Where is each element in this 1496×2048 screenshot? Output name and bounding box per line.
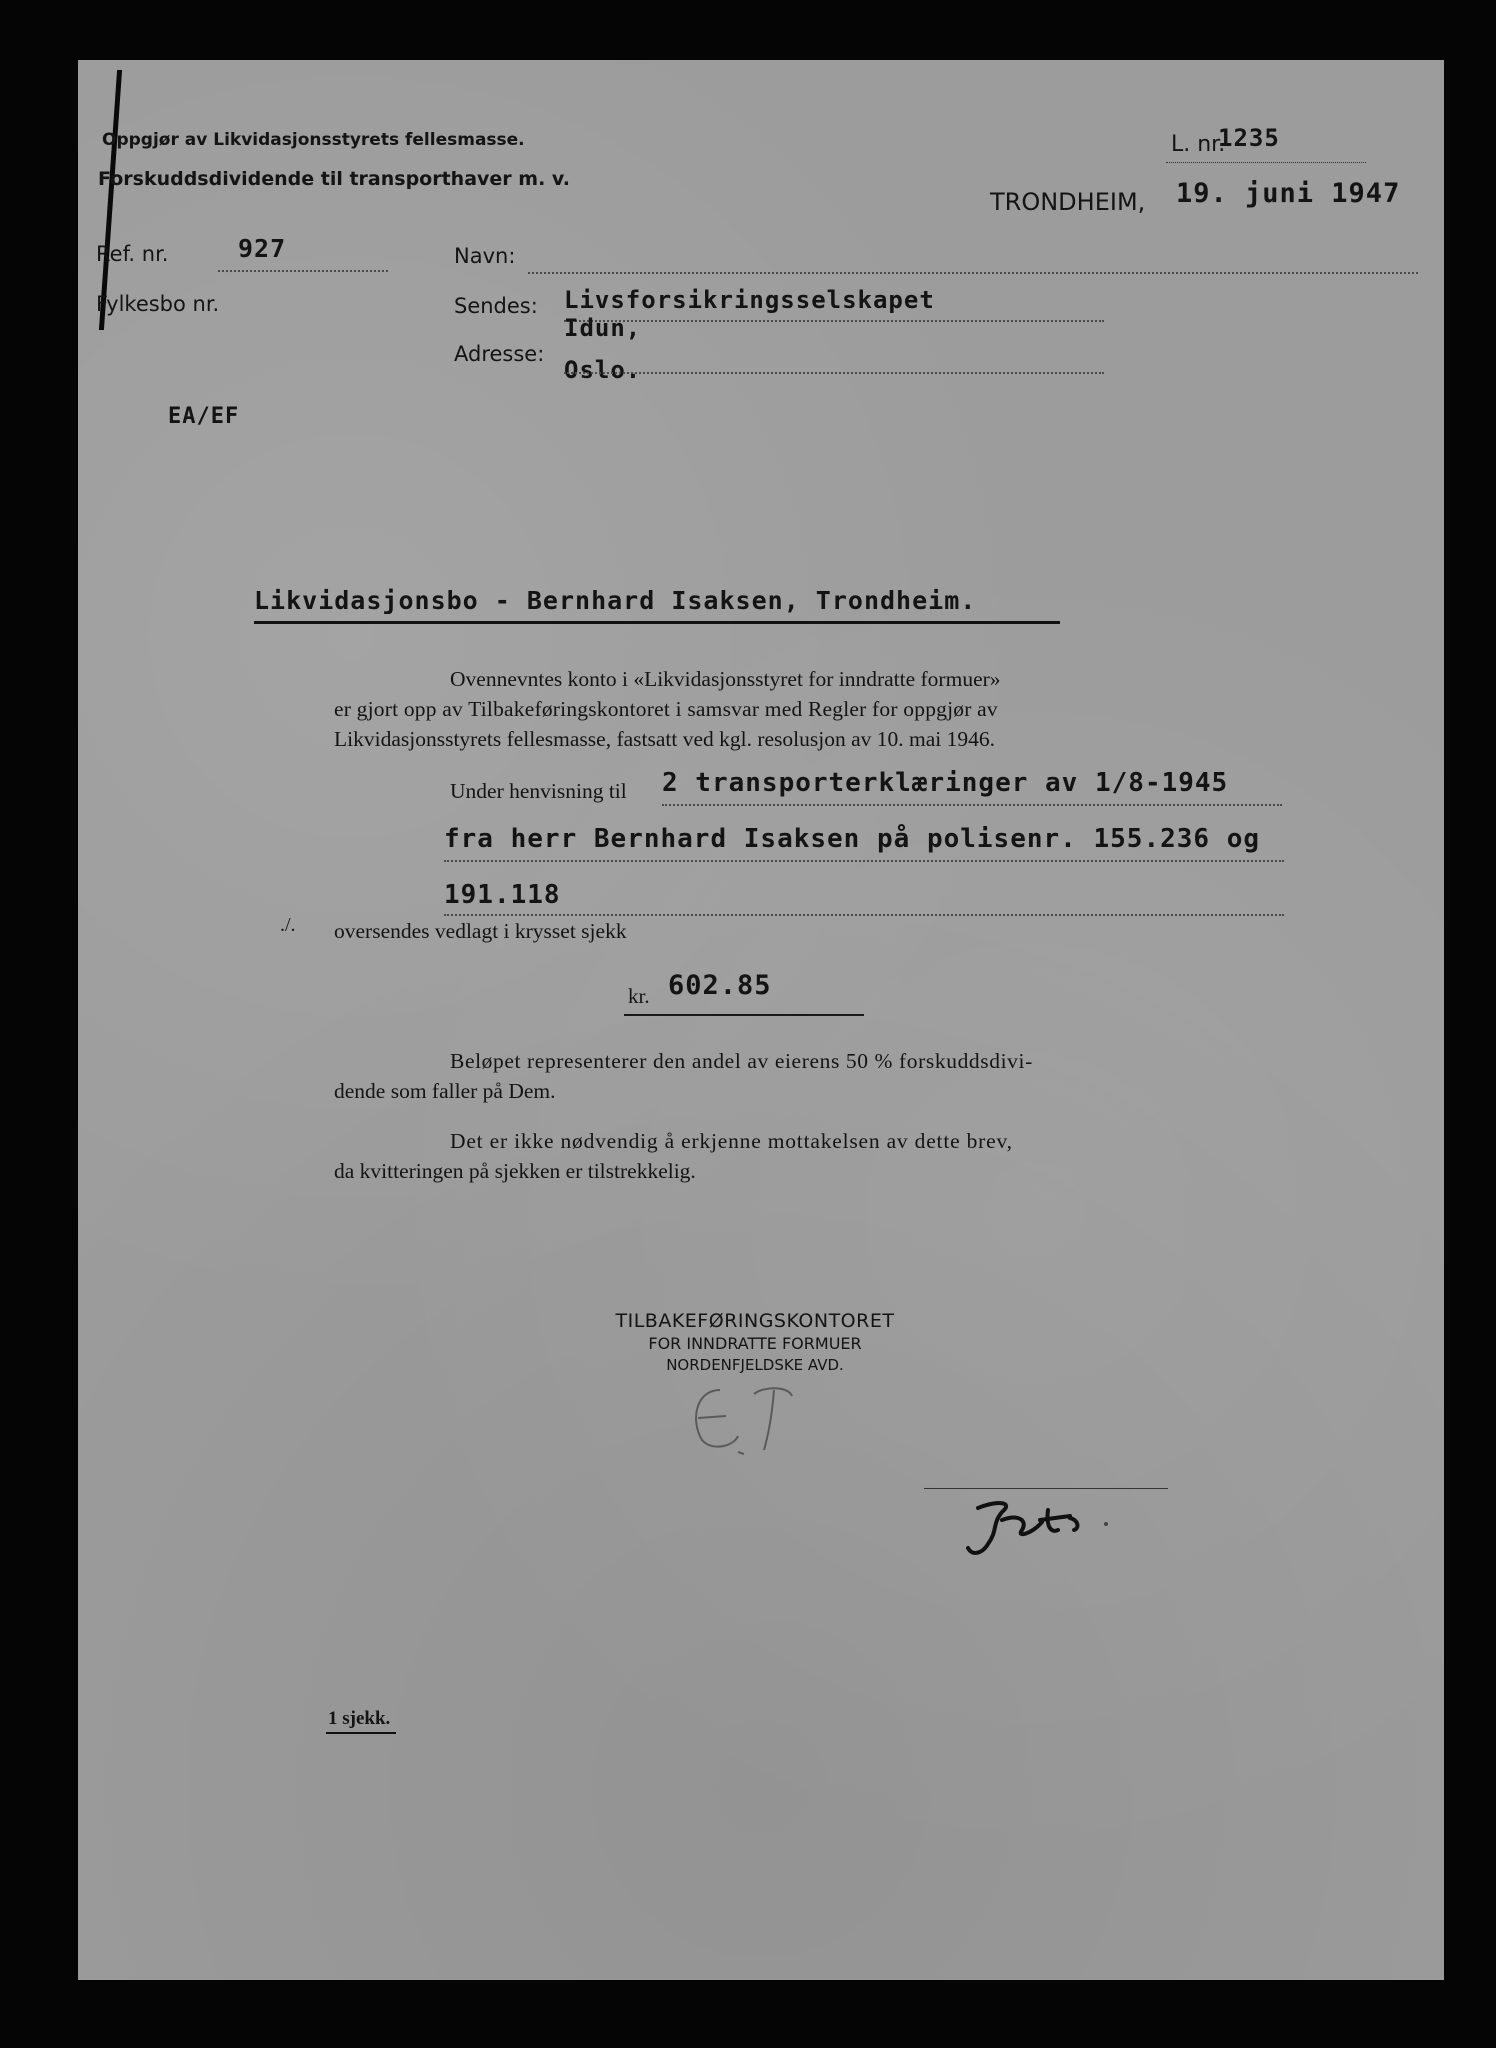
signature-line — [924, 1488, 1168, 1489]
pencil-initials-signature — [668, 1360, 818, 1470]
para1-line-3: Likvidasjonsstyrets fellesmasse, fastsatt ved kgl. resolusjon av 10. mai 1946. — [334, 727, 996, 751]
para3-line-2: da kvitteringen på sjekken er tilstrekkelig. — [334, 1159, 696, 1183]
enclosed-text: oversendes vedlagt i krysset sjekk — [334, 919, 627, 943]
reference-dotted-1 — [662, 804, 1282, 806]
reference-typed-2: fra herr Bernhard Isaksen på polisenr. 155.236 og — [444, 824, 1261, 854]
subject-line: Likvidasjonsbo - Bernhard Isaksen, Trondheim. — [254, 586, 977, 615]
subject-underline — [254, 621, 1060, 624]
reference-typed-1: 2 transporterklæringer av 1/8-1945 — [662, 768, 1229, 798]
ref-dotted-line — [218, 270, 388, 272]
city: TRONDHEIM, — [990, 188, 1146, 216]
fylkesbo-label: Fylkesbo nr. — [96, 292, 220, 316]
sendes-line-2: Idun, — [564, 314, 642, 342]
header-line-2: Forskuddsdividende til transporthaver m. v. — [98, 168, 570, 190]
ref-value: 927 — [238, 234, 287, 263]
letter-date: 19. juni 1947 — [1176, 178, 1401, 209]
ref-label: Ref. nr. — [96, 242, 169, 266]
navn-dotted-line — [528, 272, 1418, 274]
letter-no-line — [1166, 162, 1366, 163]
enclosure-note: 1 sjekk. — [328, 1708, 391, 1729]
para1-line-1: Ovennevntes konto i «Likvidasjonsstyret for inndratte formuer» — [450, 667, 1001, 691]
amount-value: 602.85 — [668, 970, 772, 1001]
sendes-dotted-line — [564, 320, 1104, 322]
reference-lead: Under henvisning til — [450, 779, 627, 803]
para3-line-1: Det er ikke nødvendig å erkjenne mottakelsen av dette brev, — [450, 1129, 1013, 1153]
office-line-1: TILBAKEFØRINGSKONTORET — [615, 1310, 895, 1332]
sendes-label: Sendes: — [454, 294, 538, 318]
amount-underline — [624, 1014, 864, 1016]
enclosure-underline — [326, 1732, 396, 1734]
adresse-value: Oslo. — [564, 356, 642, 384]
ink-signature — [958, 1490, 1138, 1570]
navn-label: Navn: — [454, 244, 516, 268]
letter-no-label: L. nr. — [1171, 132, 1226, 157]
para2-line-1: Beløpet representerer den andel av eierens 50 % forskuddsdivi- — [450, 1049, 1033, 1073]
adresse-dotted-line — [564, 372, 1104, 374]
paper-edge-mark — [99, 70, 136, 330]
header-line-1: Oppgjør av Likvidasjonsstyrets fellesmasse. — [102, 130, 525, 150]
sendes-line-1: Livsforsikringsselskapet — [564, 286, 935, 314]
para1-line-2: er gjort opp av Tilbakeføringskontoret i samsvar med Regler for oppgjør av — [334, 697, 998, 721]
letter-page — [78, 60, 1444, 1980]
office-line-2: FOR INNDRATTE FORMUER — [648, 1334, 862, 1353]
margin-mark: ./. — [280, 914, 296, 936]
para2-line-2: dende som faller på Dem. — [334, 1079, 556, 1103]
initials: EA/EF — [168, 404, 240, 429]
reference-dotted-2 — [444, 860, 1284, 862]
adresse-label: Adresse: — [454, 342, 545, 366]
amount-prefix: kr. — [628, 984, 650, 1008]
reference-typed-3: 191.118 — [444, 880, 561, 910]
office-line-3: NORDENFJELDSKE AVD. — [666, 1356, 844, 1374]
letter-no-value: 1235 — [1218, 124, 1280, 152]
